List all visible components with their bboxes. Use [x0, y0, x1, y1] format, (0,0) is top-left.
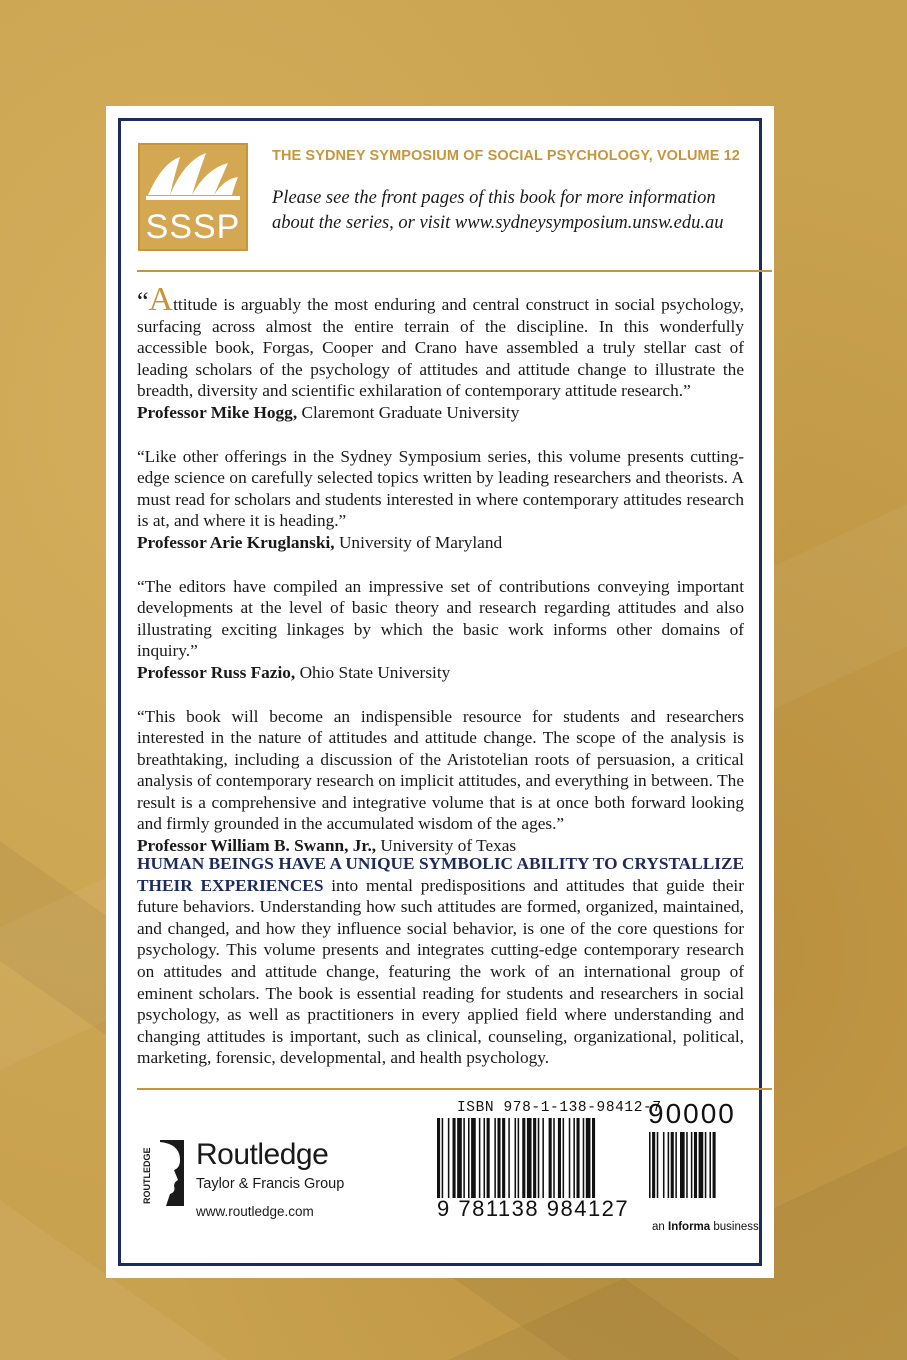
- addon-bar: [705, 1132, 707, 1198]
- price-code: 90000: [648, 1098, 736, 1129]
- barcode-bar: [437, 1118, 440, 1198]
- barcode-bar: [563, 1118, 565, 1198]
- barcode-number: 9 781138 984127: [437, 1196, 630, 1221]
- endorser-affiliation: Ohio State University: [295, 662, 451, 682]
- barcode-bar: [583, 1118, 585, 1198]
- barcode-bar: [468, 1118, 470, 1198]
- quote-attribution: [137, 532, 744, 554]
- barcode-bar: [542, 1118, 544, 1198]
- endorser-affiliation: University of Texas: [376, 836, 517, 856]
- addon-bar: [663, 1132, 665, 1198]
- quote-attribution: [137, 662, 744, 684]
- endorser-name: Professor Mike Hogg,: [137, 402, 298, 422]
- opera-house-icon: [140, 145, 246, 209]
- endorsement-hogg: [137, 281, 744, 424]
- endorsement-fazio: [137, 576, 744, 684]
- logo-text: SSSP: [145, 208, 241, 246]
- addon-bar: [652, 1132, 655, 1198]
- barcode-bar: [553, 1118, 555, 1198]
- description-lead: HUMAN BEINGS HAVE A UNIQUE SYMBOLIC ABILITY TO CRYSTALLIZE THEIR EXPERIENCES: [137, 854, 744, 895]
- barcode-bar: [573, 1118, 575, 1198]
- series-note: Please see the front pages of this book for more information about the series, or visit www.sydneysymposium.unsw.edu.au: [272, 188, 724, 233]
- publisher-name: Routledge: [196, 1138, 329, 1171]
- isbn-text: ISBN 978-1-138-98412-7: [457, 1100, 662, 1116]
- endorser-affiliation: Claremont Graduate University: [297, 402, 520, 422]
- addon-bar: [671, 1132, 674, 1198]
- routledge-profile-icon: [140, 1138, 188, 1208]
- informa-line: an Informa business: [652, 1221, 759, 1233]
- endorser-name: Professor Russ Fazio,: [137, 662, 296, 682]
- endorser-name: Professor Arie Kruglanski,: [137, 532, 335, 552]
- publisher-url: www.routledge.com: [196, 1204, 314, 1219]
- sssp-logo: [138, 143, 248, 251]
- barcode-bar: [518, 1118, 520, 1198]
- quote-text: “Like other offerings in the Sydney Symposium series, this volume presents cutting-edge science on carefully selected topics written by leading researchers and theorists. A must read for scholars and students interested in where contemporary attitudes research is at, and where it is heading.”: [137, 446, 744, 531]
- quote-text: “The editors have compiled an impressive set of contributions conveying important developments at the level of basic theory and research regarding attitudes and also illustrating exciting linkages by which the basic work informs other domains of inquiry.”: [137, 576, 744, 661]
- quote-attribution: [137, 402, 744, 424]
- addon-bar: [691, 1132, 693, 1198]
- barcode-bar: [448, 1118, 450, 1198]
- addon-bar: [699, 1132, 704, 1198]
- barcode-bar: [497, 1118, 500, 1198]
- book-description: [137, 853, 744, 1069]
- addon-bar: [686, 1132, 688, 1198]
- quote-text: “Attitude is arguably the most enduring and central construct in social psychology, surfacing across almost the entire terrain of the discipline. In this wonderfully accessible book, Forgas, Cooper and Crano have assembled a truly stellar cast of leading scholars of the psychology of attitudes and attitude change to illustrate the breadth, diversity and scientific exhilaration of contemporary attitude research.”: [137, 281, 744, 401]
- endorser-affiliation: University of Maryland: [334, 532, 503, 552]
- barcode-bar: [533, 1118, 536, 1198]
- gold-rule-bottom: [137, 1088, 772, 1090]
- series-title: THE SYDNEY SYMPOSIUM OF SOCIAL PSYCHOLOGY, VOLUME 12: [272, 148, 740, 164]
- barcode-bar: [558, 1118, 561, 1198]
- barcode-bar: [538, 1118, 540, 1198]
- barcode-bar: [494, 1118, 496, 1198]
- barcode-bar: [549, 1118, 552, 1198]
- barcode-bar: [586, 1118, 591, 1198]
- barcode-bar: [453, 1118, 456, 1198]
- description-text: into mental predispositions and attitudes that guide their future behaviors. Understanding how such attitudes are formed, organized, maintained, and changed, and how they influence social behavior, is one of the core questions for psychology. This volume presents and integrates cutting-edge contemporary research on attitudes and attitude change, featuring the work of an international group of eminent scholars. The book is essential reading for students and researchers in social psychology, as well as practitioners in every applied field where understanding and changing attitudes is important, such as clinical, counseling, organizational, political, marketing, forensic, developmental, and health psychology.: [137, 875, 744, 1068]
- addon-bar: [713, 1132, 716, 1198]
- addon-bar: [709, 1132, 711, 1198]
- barcode-bar: [508, 1118, 510, 1198]
- drop-cap: A: [148, 281, 174, 318]
- barcode-bar: [471, 1118, 476, 1198]
- barcode-bar: [527, 1118, 532, 1198]
- quote-text: “This book will become an indispensible resource for students and researchers interested in the nature of attitudes and attitude change. The scope of the analysis is breathtaking, including a discussion of the Aristotelian roots of persuasion, a critical analysis of contemporary research on implicit attitudes, and everything in between. The result is a comprehensive and integrative volume that is at once both forward looking and firmly grounded in the accumulated wisdom of the ages.”: [137, 706, 744, 834]
- open-quote-mark: “: [137, 287, 149, 316]
- endorser-name: Professor William B. Swann, Jr.,: [137, 836, 377, 856]
- publisher-group: Taylor & Francis Group: [196, 1176, 345, 1192]
- endorsement-kruglanski: [137, 446, 744, 554]
- publisher-logo: [140, 1132, 380, 1212]
- addon-bar: [680, 1132, 685, 1198]
- barcode-bar: [522, 1118, 525, 1198]
- addon-bar: [657, 1132, 659, 1198]
- barcode-bar: [463, 1118, 465, 1198]
- addon-bar: [649, 1132, 651, 1198]
- barcode-bar: [484, 1118, 486, 1198]
- informa-brand: Informa: [668, 1221, 711, 1233]
- barcode-bar: [457, 1118, 462, 1198]
- barcode-bar: [479, 1118, 481, 1198]
- barcode-bar: [502, 1118, 505, 1198]
- gold-rule-top: [137, 270, 772, 272]
- barcode-bar: [592, 1118, 595, 1198]
- addon-bar: [694, 1132, 697, 1198]
- barcode-bar: [442, 1118, 444, 1198]
- barcode-bar: [515, 1118, 517, 1198]
- endorsements: [137, 281, 744, 879]
- addon-bar: [668, 1132, 670, 1198]
- publisher-mark-text: ROUTLEDGE: [142, 1147, 152, 1204]
- barcode-bar: [487, 1118, 490, 1198]
- barcode-bar: [569, 1118, 571, 1198]
- barcode-bar: [577, 1118, 580, 1198]
- endorsement-swann: [137, 706, 744, 857]
- barcode: [437, 1118, 737, 1206]
- addon-bar: [675, 1132, 677, 1198]
